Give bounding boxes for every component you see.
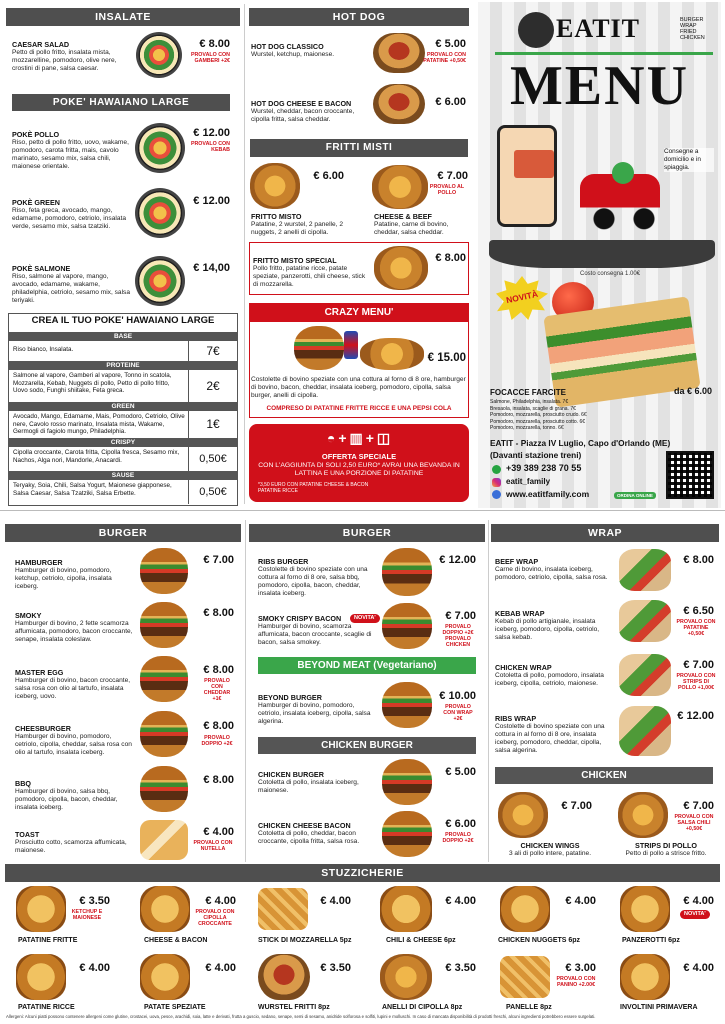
item-name: PATATINE RICCE — [18, 1004, 75, 1011]
item-price: € 6.00 — [445, 818, 476, 830]
panelle-image — [500, 956, 550, 998]
strips-image — [618, 792, 668, 838]
crea-section-text: Teryaky, Soia, Chili, Salsa Yogurt, Maionese giapponese, Salsa Caesar, Salsa Tzatziki, Salsa Erbette. — [13, 482, 172, 497]
plus-icon: + — [338, 430, 350, 446]
patate-speziate-image — [140, 954, 190, 1000]
focacce-title: FOCACCE FARCITE — [490, 388, 566, 397]
involtini-image — [620, 954, 670, 1000]
item-note: PROVALO DOPPIO +2€ — [201, 735, 233, 747]
crea-section-price: 0,50€ — [188, 480, 237, 504]
item-name: CHICKEN WINGS — [520, 841, 580, 850]
item-price: € 4.00 — [205, 895, 236, 907]
chicken-burger-header: CHICKEN BURGER — [258, 737, 476, 754]
fries-icon: ▥ — [349, 430, 366, 446]
item-desc: Riso, petto di pollo fritto, uovo, wakame, pomodoro, carota fritta, mais, cavolo marinato, sesamo mix, salsa chili, maionese orientale. — [12, 139, 129, 170]
burger1-item-3 — [15, 724, 135, 757]
chicken-header: CHICKEN — [495, 767, 713, 784]
ribs-burger-image — [382, 548, 432, 596]
crea-section-label: BASE — [9, 332, 237, 341]
crea-section-label: SAUSE — [9, 471, 237, 480]
item-name: WURSTEL FRITTI 8pz — [258, 1004, 330, 1011]
item-desc: Carne di bovino, insalata iceberg, pomodoro, cetriolo, cipolla, salsa rosa. — [495, 566, 608, 581]
item-desc: Costolette di bovino speziate con una cottura in al forno di 8 ore, insalata iceberg, pomodoro, cheddar, cipolla, salsa algerina. — [495, 723, 605, 754]
item-desc: 3 ali di pollo intere, patatine. — [508, 850, 592, 857]
insalate-header: INSALATE — [6, 8, 240, 26]
poke-pollo-item — [12, 130, 134, 171]
novita-label: NOVITÀ — [505, 288, 539, 306]
item-name: FRITTO MISTO SPECIAL — [253, 256, 337, 265]
item-price: € 4.00 — [79, 962, 110, 974]
crazy-desc: Costolette di bovino speziate con una cottura al forno di 8 ore, hamburger di bovino, bacon, cheddar, insalata iceberg, pomodoro, cipolla, salsa burger, anelli di cipolla. — [251, 376, 466, 399]
chicken-nuggets-image — [500, 886, 550, 932]
item-desc: Riso, salmone al vapore, mango, avocado, edamame, wakame, philadelphia, cetriolo, sesamo mix, salsa teriyaki. — [12, 273, 131, 304]
drink-icon: ◫ — [376, 430, 394, 446]
column-divider — [488, 520, 489, 862]
menu-title: MENU — [509, 55, 690, 117]
item-price: € 12.00 — [439, 554, 476, 566]
item-name: STICK DI MOZZARELLA 5pz — [258, 937, 352, 944]
item-note: PROVALO CON CHEDDAR +1€ — [203, 678, 231, 702]
beef-wrap-item — [495, 557, 615, 582]
cheese-bacon-image — [140, 886, 190, 932]
whatsapp-icon — [492, 465, 501, 474]
item-price: € 12.00 — [193, 127, 230, 139]
instagram-handle[interactable]: eatit_family — [506, 477, 551, 486]
item-note: PROVALO CON KEBAB — [190, 141, 230, 153]
burger1-header: BURGER — [5, 524, 241, 542]
crea-section-label: CRISPY — [9, 438, 237, 447]
item-name: CHICKEN WRAP — [495, 663, 552, 672]
panzerotti-image — [620, 886, 670, 932]
item-name: PANZEROTTI 6pz — [622, 937, 680, 944]
item-price: € 14,00 — [193, 262, 230, 274]
item-name: INVOLTINI PRIMAVERA — [620, 1004, 698, 1011]
item-price: € 4.00 — [683, 962, 714, 974]
item-price: € 7.00 — [203, 554, 234, 566]
fritti-header: FRITTI MISTI — [250, 139, 468, 157]
novita-badge: NOVITA' — [350, 614, 380, 623]
item-name: TOAST — [15, 830, 40, 839]
qr-code-image[interactable] — [666, 451, 714, 499]
poke-header: POKE' HAWAIANO LARGE — [12, 94, 230, 111]
item-desc: Cotoletta di pollo, pomodoro, insalata iceberg, cipolla, cetriolo, maionese. — [495, 672, 604, 687]
item-price: € 7.00 — [561, 800, 592, 812]
pepsi-can-image — [344, 331, 358, 359]
item-price: € 6.00 — [313, 170, 344, 182]
chicken-cheese-bacon-image — [382, 811, 432, 857]
item-price: € 10.00 — [439, 690, 476, 702]
item-price: € 4.00 — [683, 895, 714, 907]
item-name: CHICKEN CHEESE BACON — [258, 821, 351, 830]
item-price: € 8.00 — [683, 554, 714, 566]
item-price: € 6.50 — [683, 605, 714, 617]
instagram-icon — [492, 478, 501, 487]
master-egg-image — [140, 656, 188, 702]
item-note: KETCHUP E MAIONESE — [71, 909, 103, 921]
item-desc: Pollo fritto, patatine ricce, patate speziate, panzerotti, chili cheese, stick di mozzarella. — [253, 265, 366, 288]
crazy-menu-header: CRAZY MENU' — [249, 303, 469, 322]
item-desc: Petto di pollo a strisce fritto. — [625, 850, 707, 857]
ribs-wrap-image — [619, 706, 671, 756]
address-line2: (Davanti stazione treni) — [490, 450, 582, 460]
poke-pollo-image — [135, 123, 185, 173]
item-price: € 5.00 — [445, 766, 476, 778]
cheese-beef-image — [372, 165, 428, 209]
item-price: € 7.00 — [445, 610, 476, 622]
crea-section-label: PROTEINE — [9, 361, 237, 370]
consegne-text: Consegne a domicilio e in spiaggia. — [664, 148, 714, 172]
rider-image — [612, 162, 634, 184]
cheese-beef-item — [374, 212, 470, 237]
item-note: PROVALO CON STRIPS DI POLLO +1,00€ — [676, 673, 716, 691]
caesar-salad-item — [12, 40, 134, 73]
item-name: PATATE SPEZIATE — [144, 1004, 206, 1011]
crea-section-price: 2€ — [188, 370, 237, 402]
crazy-fries-image — [360, 338, 424, 370]
item-note: PROVALO CON PATATINE +0,50€ — [676, 619, 716, 637]
crazy-price: € 15.00 — [427, 352, 466, 364]
item-name: CHEESBURGER — [15, 724, 71, 733]
item-price: € 7.00 — [683, 659, 714, 671]
column-divider — [244, 4, 245, 504]
beyond-burger-item — [258, 693, 378, 726]
beef-wrap-image — [619, 549, 671, 591]
bbq-image — [140, 766, 188, 812]
item-note: PROVALO CON NUTELLA — [193, 840, 233, 852]
crea-section-price: 0,50€ — [188, 447, 237, 471]
hotdog-header: HOT DOG — [249, 8, 469, 26]
burger1-item-0 — [15, 558, 135, 591]
crazy-burger-image — [294, 326, 344, 370]
offerta-small: *3,50 EURO CON PATATINE CHEESE & BACON PATATINE RICCE — [258, 482, 369, 494]
crea-section-text: Cipolla croccante, Carota fritta, Cipolla fresca, Sesamo mix, Nachos, Alga nori, Mandorle, Anacardi. — [13, 449, 180, 464]
item-note: PROVALO CON GAMBERI +2€ — [190, 52, 230, 64]
toast-image — [140, 820, 188, 860]
item-desc: Hamburger di bovino, pomodoro, cetriolo, cipolla, cheddar, salsa rosa con olio al tartufo, insalata iceberg. — [15, 733, 132, 756]
stuzzicherie-header: STUZZICHERIE — [5, 864, 720, 882]
item-note: PROVALO DOPPIO +2€ PROVALO CHICKEN — [442, 624, 474, 648]
item-price: € 8.00 — [435, 252, 466, 264]
item-name: RIBS WRAP — [495, 714, 537, 723]
crea-section-label: GREEN — [9, 402, 237, 411]
crea-section-text: Avocado, Mango, Edamame, Mais, Pomodoro, Cetriolo, Olive nere, Cavolo rosso marinato, Insalata mista, Wakame, Germogli di fagiolo mungo, Philadelphia. — [13, 413, 185, 436]
bird-logo-icon — [518, 12, 554, 48]
burger1-item-1 — [15, 611, 135, 644]
crea-section-price: 7€ — [188, 341, 237, 361]
brand-tag: WRAP — [680, 23, 697, 29]
chicken-cheese-bacon-item — [258, 821, 378, 846]
item-desc: Hamburger di bovino, pomodoro, ketchup, cetriolo, cipolla, insalata iceberg. — [15, 567, 112, 590]
anelli-cipolla-image — [380, 954, 432, 1000]
item-name: MASTER EGG — [15, 668, 64, 677]
item-note: PROVALO DOPPIO +2€ — [442, 832, 474, 844]
chicken-wings-image — [498, 792, 548, 838]
focacce-price: da € 6.00 — [673, 386, 712, 396]
item-name: SMOKY — [15, 611, 42, 620]
poke-salmone-item — [12, 264, 134, 305]
smoky-crispy-image — [382, 603, 432, 649]
crea-poke-title: CREA IL TUO POKE' HAWAIANO LARGE — [31, 315, 215, 326]
item-price: € 4.00 — [205, 962, 236, 974]
plus-icon: + — [365, 430, 377, 446]
item-price: € 3.50 — [445, 962, 476, 974]
item-desc: Patatine, 2 wurstel, 2 panelle, 2 nuggets, 2 anelli di cipolla. — [251, 221, 344, 236]
fritto-misto-special-item — [253, 256, 371, 289]
cheeseburger-image — [140, 711, 188, 757]
item-note: PROVALO AL POLLO — [429, 184, 465, 196]
smoky-image — [140, 602, 188, 648]
item-price: € 8.00 — [203, 720, 234, 732]
item-name: PATATINE FRITTE — [18, 937, 78, 944]
focacce-list — [490, 399, 640, 432]
item-desc: Prosciutto cotto, scamorza affumicata, maionese. — [15, 839, 127, 854]
poke-salmone-image — [135, 256, 185, 306]
item-name: CHEESE & BACON — [144, 937, 208, 944]
item-name: ANELLI DI CIPOLLA 8pz — [382, 1004, 463, 1011]
item-desc: Hamburger di bovino, 2 fette scamorza affumicata, pomodoro, bacon croccante, senape, insalata coleslaw. — [15, 620, 133, 643]
item-desc: Cotoletta di pollo, cheddar, bacon croccante, cipolla fritta, salsa rosa. — [258, 830, 360, 845]
item-price: € 4.00 — [320, 895, 351, 907]
burger2-header: BURGER — [249, 524, 485, 542]
item-name: FRITTO MISTO — [251, 212, 302, 221]
item-name: STRIPS DI POLLO — [635, 841, 697, 850]
offerta-text: CON L'AGGIUNTA DI SOLI 2,50 EURO* AVRAI UNA BEVANDA IN LATTINA E UNA PORZIONE DI PATATINE — [258, 462, 460, 477]
item-desc: Kebab di pollo artigianale, insalata iceberg, pomodoro, cipolla, cetriolo, salsa kebab. — [495, 618, 600, 641]
burger1-item-4 — [15, 779, 135, 812]
item-note: PROVALO CON WRAP +2€ — [443, 704, 473, 722]
crazy-foot: COMPRESO DI PATATINE FRITTE RICCE E UNA PEPSI COLA — [266, 405, 452, 412]
item-name: POKÈ POLLO — [12, 130, 60, 139]
chicken-burger-image — [382, 759, 432, 805]
brand-tag: BURGER — [680, 17, 704, 23]
brand-tags — [680, 17, 705, 41]
brand-logo: EATIT — [556, 14, 640, 43]
item-price: € 5.00 — [435, 38, 466, 50]
item-note: PROVALO CON PATATINE +0,50€ — [423, 52, 466, 64]
item-price: € 4.00 — [203, 826, 234, 838]
offerta-title: OFFERTA SPECIALE — [321, 452, 397, 461]
ribs-burger-item — [258, 557, 378, 598]
poke-green-item — [12, 198, 134, 231]
offerta-icons — [308, 430, 412, 450]
item-price: € 4.00 — [445, 895, 476, 907]
item-note: PROVALO CON PANINO +2.00€ — [556, 976, 596, 988]
item-price: € 12.00 — [193, 195, 230, 207]
item-name: CAESAR SALAD — [12, 40, 70, 49]
focacce-entry: Bresaola, insalata, scaglie di grana. 7€ — [490, 405, 576, 412]
item-name: HOT DOG CHEESE E BACON — [251, 99, 352, 108]
item-price: € 3.50 — [79, 895, 110, 907]
ordina-online-badge: ORDINA ONLINE — [614, 492, 656, 499]
item-price: € 8.00 — [203, 607, 234, 619]
shop-image — [514, 150, 554, 178]
brand-tag: FRIED — [680, 29, 697, 35]
item-price: € 3.50 — [320, 962, 351, 974]
ribs-wrap-item — [495, 714, 615, 755]
item-price: € 3.00 — [565, 962, 596, 974]
item-name: BBQ — [15, 779, 31, 788]
item-price: € 8.00 — [199, 38, 230, 50]
patatine-ricce-image — [16, 954, 66, 1000]
crea-section-price: 1€ — [188, 411, 237, 438]
item-name: BEEF WRAP — [495, 557, 539, 566]
beyond-header: BEYOND MEAT (Vegetariano) — [258, 657, 476, 674]
item-desc: Patatine, carne di bovino, cheddar, salsa cheddar. — [374, 221, 449, 236]
item-desc: Hamburger di bovino, scamorza affumicata, bacon croccante, scaglie di bacon, salsa smokey. — [258, 623, 372, 646]
chili-cheese-image — [380, 886, 432, 932]
fritto-misto-special-image — [374, 246, 428, 290]
column-divider — [245, 520, 246, 862]
website-link[interactable]: www.eatitfamily.com — [506, 489, 590, 499]
item-name: HOT DOG CLASSICO — [251, 42, 324, 51]
item-price: € 7.00 — [437, 170, 468, 182]
item-desc: Wurstel, ketchup, maionese. — [251, 51, 335, 58]
web-icon — [492, 490, 501, 499]
chicken-wrap-item — [495, 663, 615, 688]
item-name: POKÈ SALMONE — [12, 264, 71, 273]
item-desc: Riso, feta greca, avocado, mango, edamame, pomodoro, cetriolo, insalata verde, sesamo mix, salsa tzatziki. — [12, 207, 126, 230]
item-price: € 6.00 — [435, 96, 466, 108]
item-name: CHILI & CHEESE 6pz — [386, 937, 456, 944]
wurstel-fritti-image — [258, 954, 310, 1000]
costo-consegna: Costo consegna 1.00€ — [580, 271, 641, 277]
item-name: PANELLE 8pz — [506, 1004, 552, 1011]
item-price: € 8.00 — [203, 664, 234, 676]
hotdog-classico-item — [251, 42, 371, 59]
item-price: € 4.00 — [565, 895, 596, 907]
strips-item — [612, 841, 720, 858]
burger1-item-5 — [15, 830, 135, 855]
focacce-entry: Salmone, Philadelphia, insalata. 7€ — [490, 399, 569, 405]
item-note: PROVALO CON CIPOLLA CROCCANTE — [195, 909, 235, 927]
item-desc: Cotoletta di pollo, insalata iceberg, maionese. — [258, 779, 359, 794]
hamburger-image — [140, 548, 188, 594]
focacce-entry: Pomodoro, mozzarella, prosciutto crudo. 6€ — [490, 412, 587, 418]
chicken-burger-item — [258, 770, 378, 795]
kebab-wrap-image — [619, 600, 671, 642]
item-name: HAMBURGER — [15, 558, 63, 567]
item-name: CHEESE & BEEF — [374, 212, 432, 221]
brand-tag: CHICKEN — [680, 35, 705, 41]
item-name: POKÈ GREEN — [12, 198, 60, 207]
phone-number[interactable]: +39 389 238 70 55 — [506, 463, 582, 473]
road-image — [489, 240, 715, 268]
item-name: CHICKEN NUGGETS 6pz — [498, 937, 581, 944]
beyond-burger-image — [382, 682, 432, 728]
stick-mozzarella-image — [258, 888, 308, 930]
allergeni-footer: Allergeni: Alcuni piatti possono contenere allergeni come glutine, crostacei, uova, pesce, arachidi, soia, latte e derivati, frutta a guscio, sedano, senape, semi di sesamo, anidride solforosa e solfiti, lupini e molluschi. In caso di mancata disponibilità di prodotti freschi, alcuni ingredienti potrebbero essere surgelati. — [6, 1014, 596, 1019]
fold-divider — [0, 510, 725, 518]
item-desc: Hamburger di bovino, salsa bbq, pomodoro, cipolla, bacon, cheddar, insalata iceberg. — [15, 788, 118, 811]
crea-section-text: Salmone al vapore, Gamberi al vapore, Tonno in scatola, Mozzarella, Kebab, Nuggets di pollo, Petto di pollo fritto, Uovo sodo, Funghi shiitake, Feta greca. — [13, 372, 172, 395]
hotdog-classico-image — [373, 33, 425, 73]
poke-green-image — [135, 188, 185, 238]
kebab-wrap-item — [495, 609, 615, 642]
focacce-entry: Pomodoro, mozzarella, prosciutto cotto. 6€ — [490, 418, 586, 425]
item-name: KEBAB WRAP — [495, 609, 545, 618]
item-name: SMOKY CRISPY BACON — [258, 614, 342, 623]
hotdog-cheese-bacon-image — [373, 84, 425, 124]
address-line1: EATIT - Piazza IV Luglio, Capo d'Orlando (ME) — [490, 438, 671, 448]
hotdog-cheese-bacon-item — [251, 99, 371, 124]
fritto-misto-image — [250, 163, 300, 209]
crea-section-text: Riso bianco, Insalata. — [13, 346, 74, 353]
item-price: € 12.00 — [677, 710, 714, 722]
focacce-entry: Pomodoro, mozzarella, tonno. 6€ — [490, 425, 564, 431]
item-desc: Petto di pollo fritto, insalata mista, mozzarelline, pomodoro, olive nere, crostini di pane, salsa caesar. — [12, 49, 117, 72]
fritto-misto-item — [251, 212, 367, 237]
item-desc: Hamburger di bovino, pomodoro, cetriolo, insalata iceberg, cipolla, salsa algerina. — [258, 702, 371, 725]
item-desc: Costolette di bovino speziate con una cottura al forno di 8 ore, salsa bbq, pomodoro, cipolla, bacon, cheddar, insalata iceberg. — [258, 566, 368, 597]
item-desc: Wurstel, cheddar, bacon croccante, cipolla fritta, salsa cheddar. — [251, 108, 355, 123]
chicken-wrap-image — [619, 654, 671, 696]
item-name: BEYOND BURGER — [258, 693, 322, 702]
wrap-header: WRAP — [491, 524, 719, 542]
item-price: € 7.00 — [683, 800, 714, 812]
burger-icon: ◓ — [326, 430, 339, 446]
item-name: CHICKEN BURGER — [258, 770, 324, 779]
caesar-salad-image — [136, 32, 182, 78]
patatine-fritte-image — [16, 886, 66, 932]
novita-badge: NOVITA' — [680, 910, 710, 919]
burger1-item-2 — [15, 668, 135, 701]
item-note: PROVALO CON SALSA CHILI +0,50€ — [674, 814, 714, 832]
chicken-wings-item — [495, 841, 605, 858]
item-price: € 8.00 — [203, 774, 234, 786]
item-desc: Hamburger di bovino, bacon croccante, salsa rosa con olio al tartufo, insalata iceberg, uovo. — [15, 677, 131, 700]
item-name: RIBS BURGER — [258, 557, 309, 566]
